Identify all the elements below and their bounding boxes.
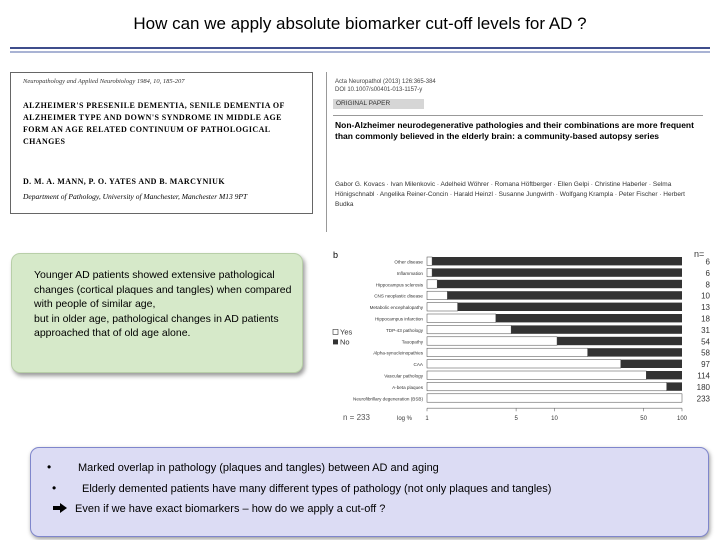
bullet-item-demented: Elderly demented patients have many different types of pathology (not only plaques and tangles)	[82, 483, 552, 495]
bar-yes	[427, 257, 432, 265]
n-value-label: 180	[696, 382, 710, 392]
legend-swatch-yes	[333, 329, 338, 334]
bar-yes	[427, 371, 646, 379]
bullet-marker: •	[52, 481, 57, 495]
category-label: CAA	[413, 362, 423, 368]
n-value-label: 6	[705, 257, 710, 267]
n-value-label: 10	[701, 291, 710, 301]
category-label: Hippocampus infarction	[374, 316, 423, 322]
category-label: Inflammation	[396, 270, 423, 276]
x-axis-label: log %	[397, 416, 413, 423]
bar-yes	[427, 280, 437, 288]
n-value-label: 54	[701, 337, 710, 347]
chart-svg	[327, 246, 720, 426]
category-label: Alpha-synucleinopathies	[373, 350, 423, 356]
bar-yes	[427, 314, 496, 322]
bar-yes	[427, 337, 557, 345]
x-tick-label: 5	[514, 416, 518, 423]
bar-yes	[427, 360, 621, 368]
legend-label-yes: Yes	[340, 327, 353, 337]
journal-citation: Acta Neuropathol (2013) 126:365-384 DOI 10.1007/s00401-013-1157-y	[335, 79, 436, 93]
paper-excerpt-kovacs	[326, 72, 710, 237]
bullet-marker: •	[47, 460, 52, 474]
bar-yes	[427, 303, 458, 311]
bar-no	[432, 257, 682, 265]
bar-no	[447, 291, 682, 299]
n-value-label: 8	[705, 280, 710, 290]
bar-no	[646, 371, 682, 379]
bar-no	[437, 280, 682, 288]
category-label: Hippocampus sclerosis	[375, 282, 423, 288]
bar-yes	[427, 394, 682, 402]
n-value-label: 114	[697, 371, 710, 381]
category-label: Vascular pathology	[384, 373, 423, 379]
note-text: Younger AD patients showed extensive pathological changes (cortical plaques and tangles) when compared with people of similar age, but in older age, pathological changes in AD patients approached that of old age alone.	[34, 269, 292, 339]
summary-box	[30, 447, 709, 537]
conclusion-text: Even if we have exact biomarkers – how do we apply a cut-off ?	[75, 503, 386, 515]
chart-n-header: n=	[694, 249, 705, 259]
n-value-label: 58	[701, 348, 710, 358]
x-tick-label: 100	[676, 416, 688, 423]
bar-no	[432, 268, 682, 276]
category-label: Tauopathy	[401, 339, 423, 345]
category-label: Metabolic encephalopathy	[369, 305, 423, 311]
category-label: CNS neoplastic disease	[374, 293, 423, 299]
bullet-item-overlap: Marked overlap in pathology (plaques and tangles) between AD and aging	[78, 462, 439, 474]
n-value-label: 18	[701, 314, 710, 324]
bar-no	[621, 360, 682, 368]
category-label: A-beta plaques	[392, 384, 423, 390]
n-value-label: 31	[701, 325, 710, 335]
x-tick-label: 50	[640, 416, 647, 423]
category-label: Neurofibrillary degeneration (BSB)	[353, 396, 423, 402]
note-box	[11, 253, 303, 373]
n-value-label: 233	[696, 394, 710, 404]
n-value-label: 6	[705, 268, 710, 278]
bar-yes	[427, 268, 432, 276]
bar-no	[458, 303, 682, 311]
paper-excerpt-mann	[10, 72, 313, 214]
bar-no	[588, 348, 682, 356]
paper-title: Non-Alzheimer neurodegenerative pathologies and their combinations are more frequent than commonly believed in the elderly brain: a community-based autopsy series	[335, 120, 694, 141]
paper-department: Department of Pathology, University of Manchester, Manchester M13 9PT	[23, 192, 248, 201]
x-tick-label: 10	[551, 416, 558, 423]
arrow-right-icon	[53, 503, 67, 513]
paper-authors: D. M. A. MANN, P. O. YATES AND B. MARCYNIUK	[23, 177, 225, 186]
paper-type-tag: ORIGINAL PAPER	[333, 99, 424, 109]
legend-swatch-no	[333, 339, 338, 344]
bar-no	[557, 337, 682, 345]
bar-yes	[427, 291, 447, 299]
pathology-frequency-chart	[327, 246, 720, 426]
slide-title: How can we apply absolute biomarker cut-off levels for AD ?	[133, 14, 587, 33]
bar-no	[511, 325, 682, 333]
chart-footnote: n = 233	[343, 413, 370, 423]
bar-no	[496, 314, 682, 322]
bar-no	[667, 382, 682, 390]
journal-citation: Neuropathology and Applied Neurobiology 1984, 10, 185-207	[23, 78, 185, 85]
n-value-label: 97	[701, 360, 710, 370]
n-value-label: 13	[701, 303, 710, 313]
category-label: TDP-43 pathology	[385, 327, 423, 333]
bar-yes	[427, 382, 667, 390]
paper-title: ALZHEIMER'S PRESENILE DEMENTIA, SENILE DEMENTIA OF ALZHEIMER TYPE AND DOWN'S SYNDROME IN MIDDLE AGE FORM AN AGE RELATED CONTINUUM OF PATHOLOGICAL CHANGES	[23, 101, 285, 146]
bar-yes	[427, 348, 588, 356]
x-tick-label: 1	[425, 416, 429, 423]
bar-yes	[427, 325, 511, 333]
chart-panel-label: b	[333, 250, 339, 260]
paper-authors: Gabor G. Kovacs · Ivan Milenkovic · Adelheid Wöhrer · Romana Höftberger · Ellen Gelpi · Christine Haberler · Selma Hönigschnabl · Angelika Reiner-Concin · Harald Heinzl · Susanne Jungwirth · Wolfgang Krampla · Peter Fischer · Herbert Budka	[335, 181, 685, 208]
legend-label-no: No	[340, 337, 350, 347]
category-label: Other disease	[394, 259, 423, 265]
